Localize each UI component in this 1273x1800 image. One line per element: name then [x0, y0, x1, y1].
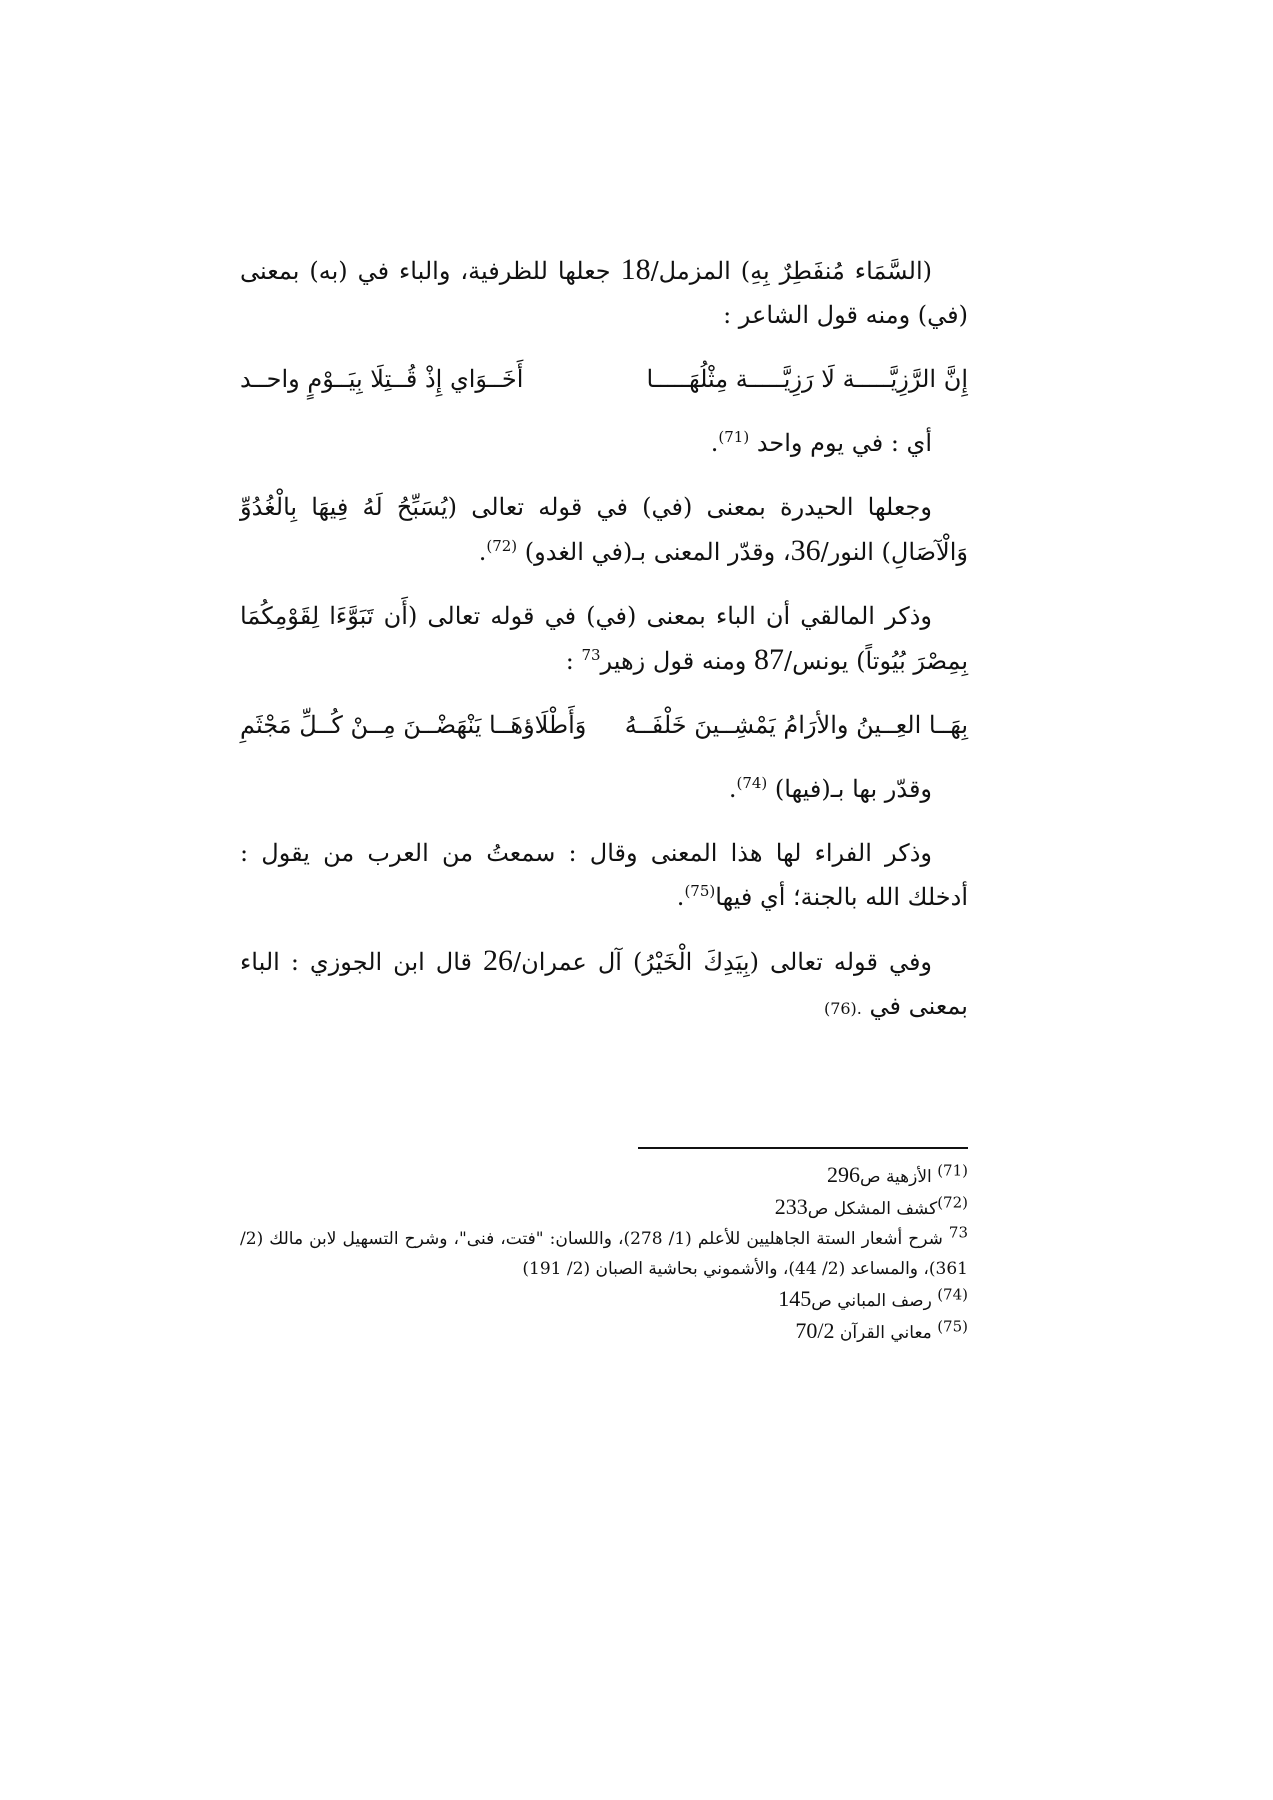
- paragraph-6-text: وذكر الفراء لها هذا المعنى وقال : سمعتُ من العرب من يقول : أدخلك الله بالجنة؛ أي فيها: [240, 839, 968, 911]
- footnote-ref-74: (74): [736, 774, 768, 792]
- paragraph-4-part1: وذكر المالقي أن الباء بمعنى (في) في قوله تعالى (أَن تَبَوَّءَا لِقَوْمِكُمَا بِمِصْرَ بُيُوتاً) يونس/: [240, 602, 968, 675]
- verse-number: 26: [483, 944, 514, 977]
- footnote-text: كشف المشكل ص: [807, 1199, 938, 1219]
- footnote-text: شرح أشعار الستة الجاهليين للأعلم (1/ 278)، واللسان: "فتت، فنى"، وشرح التسهيل لابن مالك (2/ 361)، والمساعد (2/ 44)، والأشموني بحاشية الصبان (2/ 191): [240, 1229, 968, 1279]
- paragraph-4-end: :: [565, 647, 582, 675]
- paragraph-4: [240, 594, 968, 683]
- poetry-verse-1: [240, 357, 968, 401]
- paragraph-5-text: وقدّر بها بـ(فيها): [767, 775, 932, 803]
- paragraph-4-part2: ومنه قول زهير: [600, 647, 755, 675]
- paragraph-7-part1: وفي قوله تعالى (بِيَدِكَ الْخَيْرُ) آل عمران/: [513, 948, 933, 976]
- footnote-page: 233: [774, 1194, 808, 1219]
- footnote-text: رصف المباني ص: [811, 1291, 938, 1311]
- paragraph-7-part2: قال ابن الجوزي : الباء بمعنى في: [240, 948, 968, 1020]
- footnote-mark: (75): [937, 1317, 968, 1336]
- paragraph-5: [240, 767, 968, 811]
- poetry-verse-2: [240, 703, 968, 747]
- footnote-ref-72: (72): [486, 537, 518, 555]
- footnote-72: [240, 1192, 968, 1224]
- paragraph-1-part1: (السَّمَاء مُنفَطِرٌ بِهِ) المزمل/: [650, 257, 933, 285]
- footnote-75: [240, 1316, 968, 1348]
- footnote-71: [240, 1160, 968, 1192]
- footnote-page: 70/2: [795, 1318, 835, 1343]
- footnote-73: [240, 1224, 968, 1284]
- paragraph-1: [240, 248, 968, 337]
- footnote-page: 145: [778, 1286, 812, 1311]
- paragraph-3: [240, 485, 968, 574]
- footnote-page: 296: [826, 1162, 860, 1187]
- paragraph-6: [240, 831, 968, 919]
- verse-number: 36: [790, 534, 821, 567]
- verse-2-first-hemistich: بِهَــا العِــينُ والأرَامُ يَمْشِــينَ خَلْفَــهُ: [624, 711, 968, 739]
- paragraph-5-end: .: [728, 775, 737, 803]
- footnote-ref-75: (75): [684, 882, 716, 900]
- verse-number: 18: [620, 253, 651, 286]
- paragraph-6-end: .: [676, 883, 685, 911]
- footnote-mark: (71): [937, 1161, 968, 1180]
- footnote-ref-76: .(76): [823, 999, 862, 1018]
- paragraph-3-part2: ، وقدّر المعنى بـ(في الغدو): [517, 538, 791, 566]
- verse-number: 87: [754, 643, 785, 676]
- paragraph-7: [240, 939, 968, 1031]
- footnote-separator: [638, 1147, 968, 1149]
- footnotes: [240, 1160, 968, 1348]
- paragraph-3-end: .: [478, 538, 487, 566]
- footnote-mark: (74): [937, 1285, 968, 1304]
- footnote-ref-71: (71): [718, 428, 750, 446]
- paragraph-2-text: أي : في يوم واحد: [749, 429, 932, 457]
- footnote-mark: (72): [937, 1193, 968, 1212]
- footnote-mark: 73: [948, 1223, 968, 1242]
- paragraph-1-part2: جعلها للظرفية، والباء في (به) بمعنى (في) ومنه قول الشاعر :: [240, 257, 968, 329]
- paragraph-3-part1: وجعلها الحيدرة بمعنى (في) في قوله تعالى (يُسَبِّحُ لَهُ فِيهَا بِالْغُدُوِّ وَالْآصَالِ) النور/: [240, 493, 968, 566]
- paragraph-2: [240, 421, 968, 465]
- footnote-text: معاني القرآن: [834, 1323, 938, 1343]
- verse-1-first-hemistich: إِنَّ الرَّزِيَّـــــة لَا رَزِيَّـــــة مِثْلُهَـــــا: [646, 365, 968, 393]
- main-text: [240, 248, 968, 1051]
- footnote-74: [240, 1284, 968, 1316]
- footnote-text: الأزهية ص: [859, 1167, 938, 1187]
- paragraph-2-end: .: [710, 429, 719, 457]
- footnote-ref-73: 73: [581, 646, 601, 664]
- verse-2-second-hemistich: وَأَطْلَاؤهَــا يَنْهَضْــنَ مِــنْ كُــلِّ مَجْثَمِ: [240, 711, 587, 739]
- verse-1-second-hemistich: أَخَــوَاي إِذْ قُــتِلَا بِيَــوْمٍ واحــد: [240, 365, 524, 393]
